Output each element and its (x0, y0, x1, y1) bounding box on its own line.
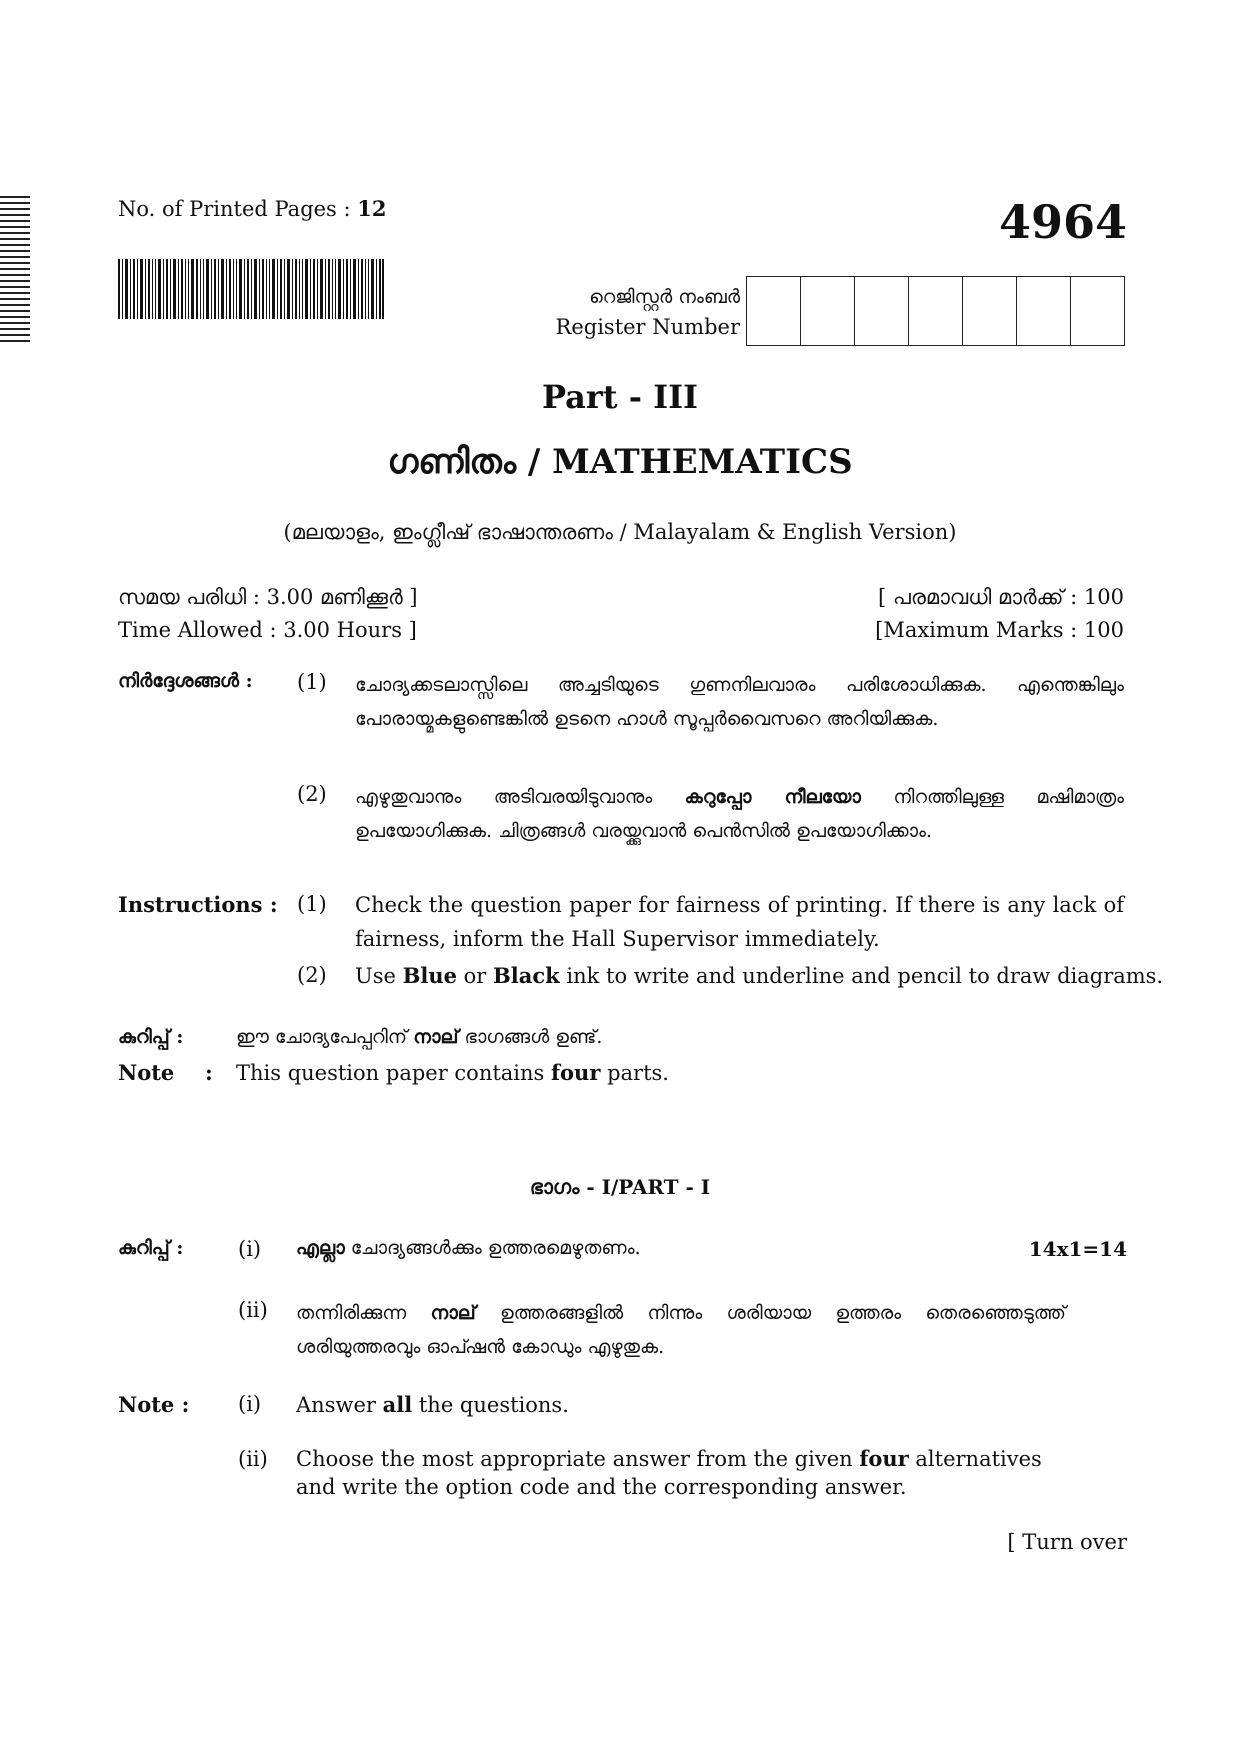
note-en-label: Note (118, 1060, 175, 1085)
register-number-label: റെജിസ്റ്റർ നംബർ Register Number (555, 286, 740, 339)
section-en-item-2: Choose the most appropriate answer from the given four alternatives and write the option code and the corresponding answer. (296, 1446, 1042, 1499)
register-digit-box (855, 277, 909, 345)
register-digit-box (747, 277, 801, 345)
register-digit-box (1017, 277, 1071, 345)
register-number-boxes (746, 276, 1125, 346)
item-number: (2) (297, 963, 327, 987)
register-digit-box (963, 277, 1017, 345)
instruction-en-2: Use Blue or Black ink to write and underline and pencil to draw diagrams. (355, 963, 1164, 988)
version-line: (മലയാളം, ഇംഗ്ലീഷ് ഭാഷാന്തരണം / Malayalam & English Version) (283, 520, 957, 544)
printed-pages: No. of Printed Pages : 12 (118, 196, 387, 221)
register-digit-box (801, 277, 855, 345)
register-digit-box (909, 277, 963, 345)
instruction-ml-1: ചോദ്യക്കടലാസ്സിലെ അച്ചടിയുടെ ഗുണനിലവാരം പരിശോധിക്കുക. എന്തെങ്കിലും പോരായ്മകളുണ്ടെങ്കിൽ ഉടനെ ഹാൾ സൂപ്പർവൈസറെ അറിയിക്കുക. (355, 674, 1124, 730)
instruction-ml-2: എഴുതുവാനും അടിവരയിടുവാനും കറുപ്പോ നീലയോ നിറത്തിലുള്ള മഷിമാത്രം ഉപയോഗിക്കുക. ചിത്രങ്ങൾ വരയ്ക്കുവാൻ പെൻസിൽ ഉപയോഗിക്കാം. (355, 786, 1125, 842)
turn-over: [ Turn over (1007, 1530, 1127, 1554)
note-en-colon: : (205, 1060, 213, 1085)
item-number: (i) (238, 1392, 262, 1416)
section-marks: 14x1=14 (1028, 1237, 1127, 1261)
time-marks-en: Time Allowed : 3.00 Hours ] [Maximum Marks : 100 (118, 618, 1124, 642)
section-title: ഭാഗം - I/PART - I (529, 1175, 711, 1199)
subject-title: ഗണിതം / MATHEMATICS (387, 442, 853, 482)
section-ml-item-2: തന്നിരിക്കുന്ന നാല് ഉത്തരങ്ങളിൽ നിന്നും ശരിയായ ഉത്തരം തെരഞ്ഞെടുത്ത് ശരിയുത്തരവും ഓപ്ഷൻ കോഡും എഴുതുക. (296, 1302, 1066, 1358)
item-number: (ii) (238, 1298, 268, 1322)
edge-barcode-strip (0, 196, 30, 344)
note-ml-label: കുറിപ്പ് : (118, 1026, 184, 1048)
note-ml-text: ഈ ചോദ്യപേപ്പറിന് നാല് ഭാഗങ്ങൾ ഉണ്ട്. (236, 1026, 603, 1048)
instructions-en-label: Instructions : (118, 892, 278, 917)
part-title: Part - III (541, 378, 699, 416)
section-ml-item-1: എല്ലാ ചോദ്യങ്ങൾക്കും ഉത്തരമെഴുതണം. (296, 1237, 641, 1259)
item-number: (2) (297, 782, 327, 806)
section-en-item-1: Answer all the questions. (296, 1392, 569, 1417)
time-marks-ml: സമയ പരിധി : 3.00 മണിക്കൂർ ] [ പരമാവധി മാർക്ക് : 100 (118, 585, 1124, 609)
barcode (118, 259, 384, 319)
section-note-en-label: Note : (118, 1392, 190, 1417)
item-number: (1) (297, 670, 327, 694)
instruction-en-1: Check the question paper for fairness of printing. If there is any lack of fairness, inform the Hall Supervisor immediately. (355, 893, 1124, 951)
item-number: (1) (297, 892, 327, 916)
item-number: (i) (238, 1237, 262, 1261)
note-en-text: This question paper contains four parts. (236, 1060, 669, 1085)
instructions-ml-label: നിർദ്ദേശങ്ങൾ : (118, 670, 253, 692)
register-digit-box (1071, 277, 1124, 345)
paper-code: 4964 (998, 195, 1127, 249)
section-note-ml-label: കുറിപ്പ് : (118, 1237, 184, 1259)
item-number: (ii) (238, 1447, 268, 1471)
